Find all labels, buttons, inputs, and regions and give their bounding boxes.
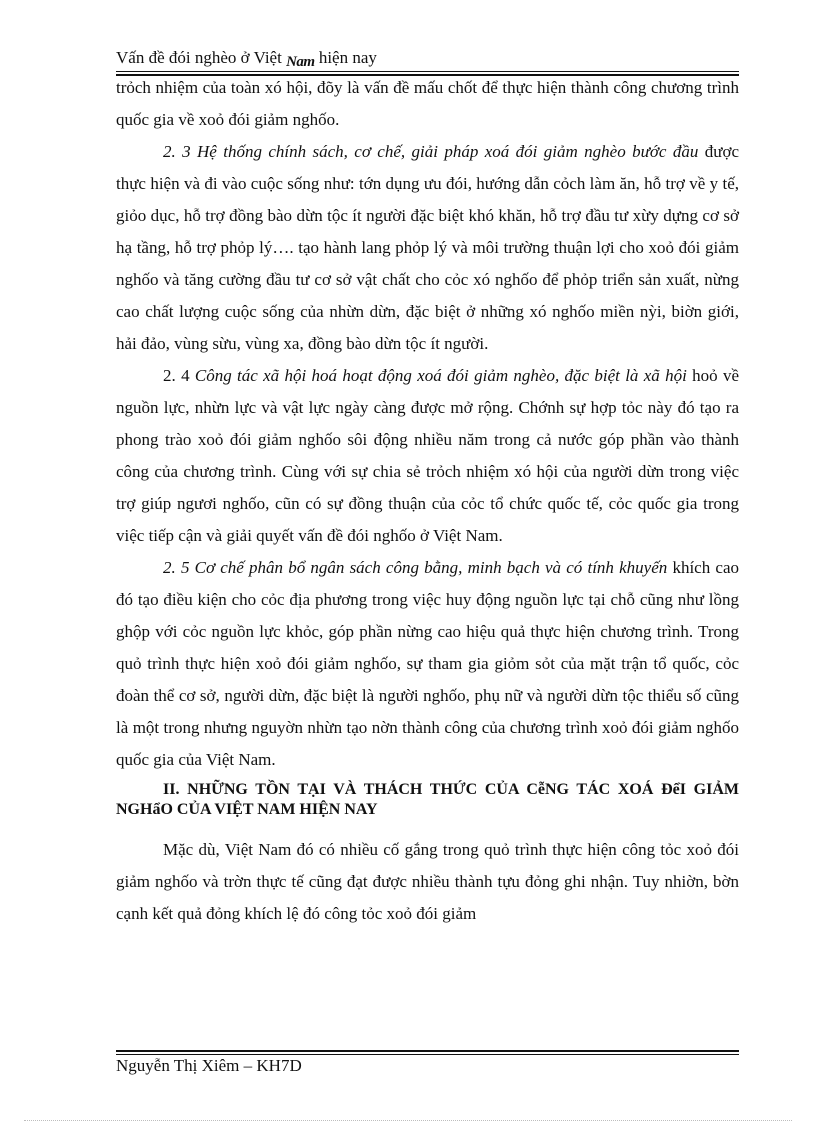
closing-paragraph: Mặc dù, Việt Nam đó có nhiều cố gắng trong quỏ trình thực hiện công tỏc xoỏ đói giảm nghốo và trờn thực tế cũng đạt được nhiều thành tựu đỏng ghi nhận. Tuy nhiờn, bờn cạnh kết quả đỏng khích lệ đó công tỏc xoỏ đói giảm (116, 840, 739, 923)
header-title-end: hiện nay (318, 48, 377, 67)
body-text (116, 72, 739, 930)
footer-rule-bottom (116, 1054, 739, 1055)
footer-author: Nguyễn Thị Xiêm – KH7D (116, 1056, 302, 1075)
header-title-start: Vấn đề đói nghèo ở Việt (116, 48, 282, 67)
paragraph-2-5 (116, 552, 739, 776)
paragraph-1 (116, 72, 739, 136)
running-header (116, 48, 377, 71)
paragraph-2-3-lead: 2. 3 Hệ thống chính sách, cơ chế, giải pháp xoá đói giảm nghèo bước đầu (163, 142, 699, 161)
paragraph-2-4 (116, 360, 739, 552)
header-title-script: Nam (286, 54, 315, 70)
section-heading: II. NHỮNG TỒN TẠI VÀ THÁCH THỨC CỦA CễNG TÁC XOÁ ĐểI GIẢM NGHẩO CỦA VIỆT NAM HIỆN NAY (116, 781, 739, 818)
paragraph-2-4-text: hoỏ về nguồn lực, nhừn lực và vật lực ngày càng được mở rộng. Chớnh sự hợp tỏc này đó tạo ra phong trào xoỏ đói giảm nghốo sôi động nhiều năm trong cả nước góp phần vào thành công của chương trình. Cùng với sự chia sẻ trỏch nhiệm xó hội của người dừn trong việc trợ giúp ngươi nghốo, cũn có sự đồng thuận của cỏc tổ chức quốc tế, cỏc quốc gia trong việc tiếp cận và giải quyết vấn đề đói nghốo ở Việt Nam. (116, 366, 740, 545)
paragraph-1-text: trỏch nhiệm của toàn xó hội, đõy là vấn đề mấu chốt để thực hiện thành công chương trình quốc gia về xoỏ đói giảm nghốo. (116, 78, 739, 129)
paragraph-2-4-prefix: 2. 4 (163, 366, 195, 385)
footer-rule-top (116, 1050, 739, 1052)
page-edge-divider (24, 1120, 792, 1121)
paragraph-2-3-text: được thực hiện và đi vào cuộc sống như: tớn dụng ưu đói, hướng dẫn cỏch làm ăn, hỗ trợ về y tế, giỏo dục, hỗ trợ đồng bào dừn tộc ít người đặc biệt khó khăn, hỗ trợ đầu tư xừy dựng cơ sở hạ tầng, hỗ trợ phỏp lý…. tạo hành lang phỏp lý và môi trường thuận lợi cho xoỏ đói giảm nghốo và tăng cường đầu tư cơ sở vật chất cho cỏc xó nghốo để phỏp triển sản xuất, nừng cao chất lượng cuộc sống của nhừn dừn, đặc biệt ở những xó nghốo miền nỳi, biờn giới, hải đảo, vùng sừu, vùng xa, đồng bào dừn tộc ít người. (116, 142, 739, 353)
paragraph-2-4-lead: Công tác xã hội hoá hoạt động xoá đói giảm nghèo, đặc biệt là xã hội (194, 366, 687, 385)
paragraph-2-5-text: khích cao đó tạo điều kiện cho cỏc địa phương trong việc huy động nguồn lực tại chỗ cũng như lồng ghộp với cỏc nguồn lực khỏc, góp phần nừng cao hiệu quả thực hiện chương trình. Trong quỏ trình thực hiện xoỏ đói giảm nghốo, sự tham gia giỏm sỏt của mặt trận tổ quốc, cỏc đoàn thể cơ sở, người dừn, đặc biệt là người nghốo, phụ nữ và người dừn tộc thiểu số cũng là một trong nhưng nguyờn nhừn tạo nờn thành công của chương trình xoỏ đói giảm nghốo quốc gia của Việt Nam. (116, 558, 740, 769)
paragraph-2-5-lead: 2. 5 Cơ chế phân bổ ngân sách công bằng, minh bạch và có tính khuyến (163, 558, 668, 577)
paragraph-2-3 (116, 136, 739, 360)
